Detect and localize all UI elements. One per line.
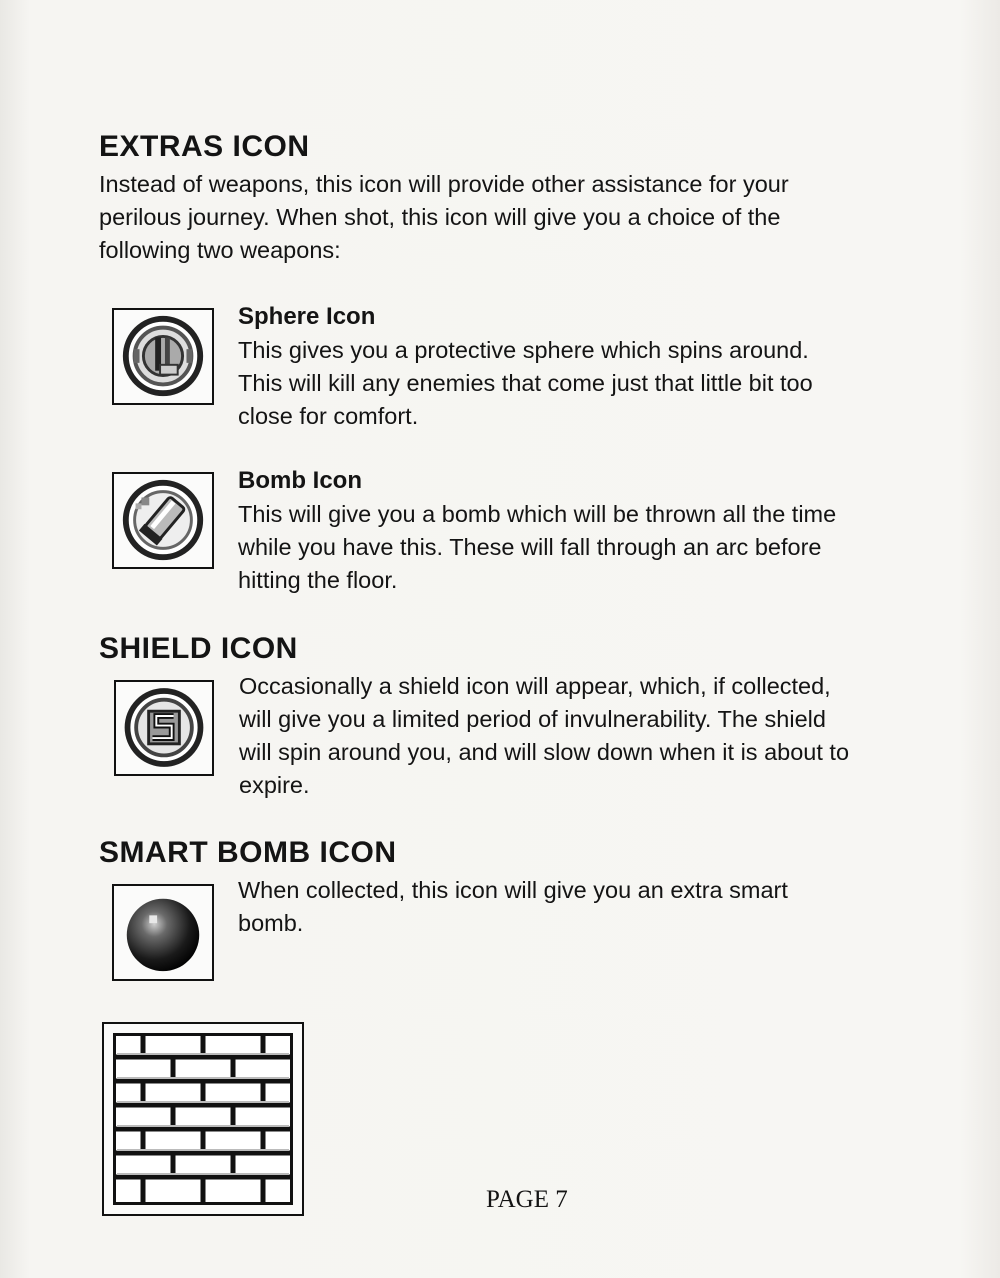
sphere-title: Sphere Icon — [238, 303, 376, 330]
bomb-text: This will give you a bomb which will be thrown all the time while you have this. These will fall through an arc before hitting the floor. — [238, 501, 837, 593]
shield-icon — [114, 680, 214, 776]
bomb-icon — [112, 472, 214, 569]
shield-text: Occasionally a shield icon will appear, which, if collected, will give you a limited period of invulnerability. The shield will spin around you, and will slow down when it is about to expire. — [239, 673, 850, 798]
shield-heading: SHIELD ICON — [99, 632, 298, 665]
sphere-icon — [112, 308, 214, 405]
brick-wall-icon — [102, 1022, 304, 1216]
smart-bomb-heading: SMART BOMB ICON — [99, 836, 397, 869]
page-number: PAGE 7 — [486, 1186, 568, 1213]
smart-bomb-icon — [112, 884, 214, 981]
extras-heading: EXTRAS ICON — [99, 130, 310, 163]
sphere-text: This gives you a protective sphere which spins around. This will kill any enemies that come just that little bit too close for comfort. — [238, 337, 813, 429]
bomb-title: Bomb Icon — [238, 467, 362, 494]
smart-bomb-text: When collected, this icon will give you an extra smart bomb. — [238, 877, 788, 936]
extras-intro: Instead of weapons, this icon will provide other assistance for your perilous journey. When shot, this icon will give you a choice of the following two weapons: — [99, 171, 789, 263]
